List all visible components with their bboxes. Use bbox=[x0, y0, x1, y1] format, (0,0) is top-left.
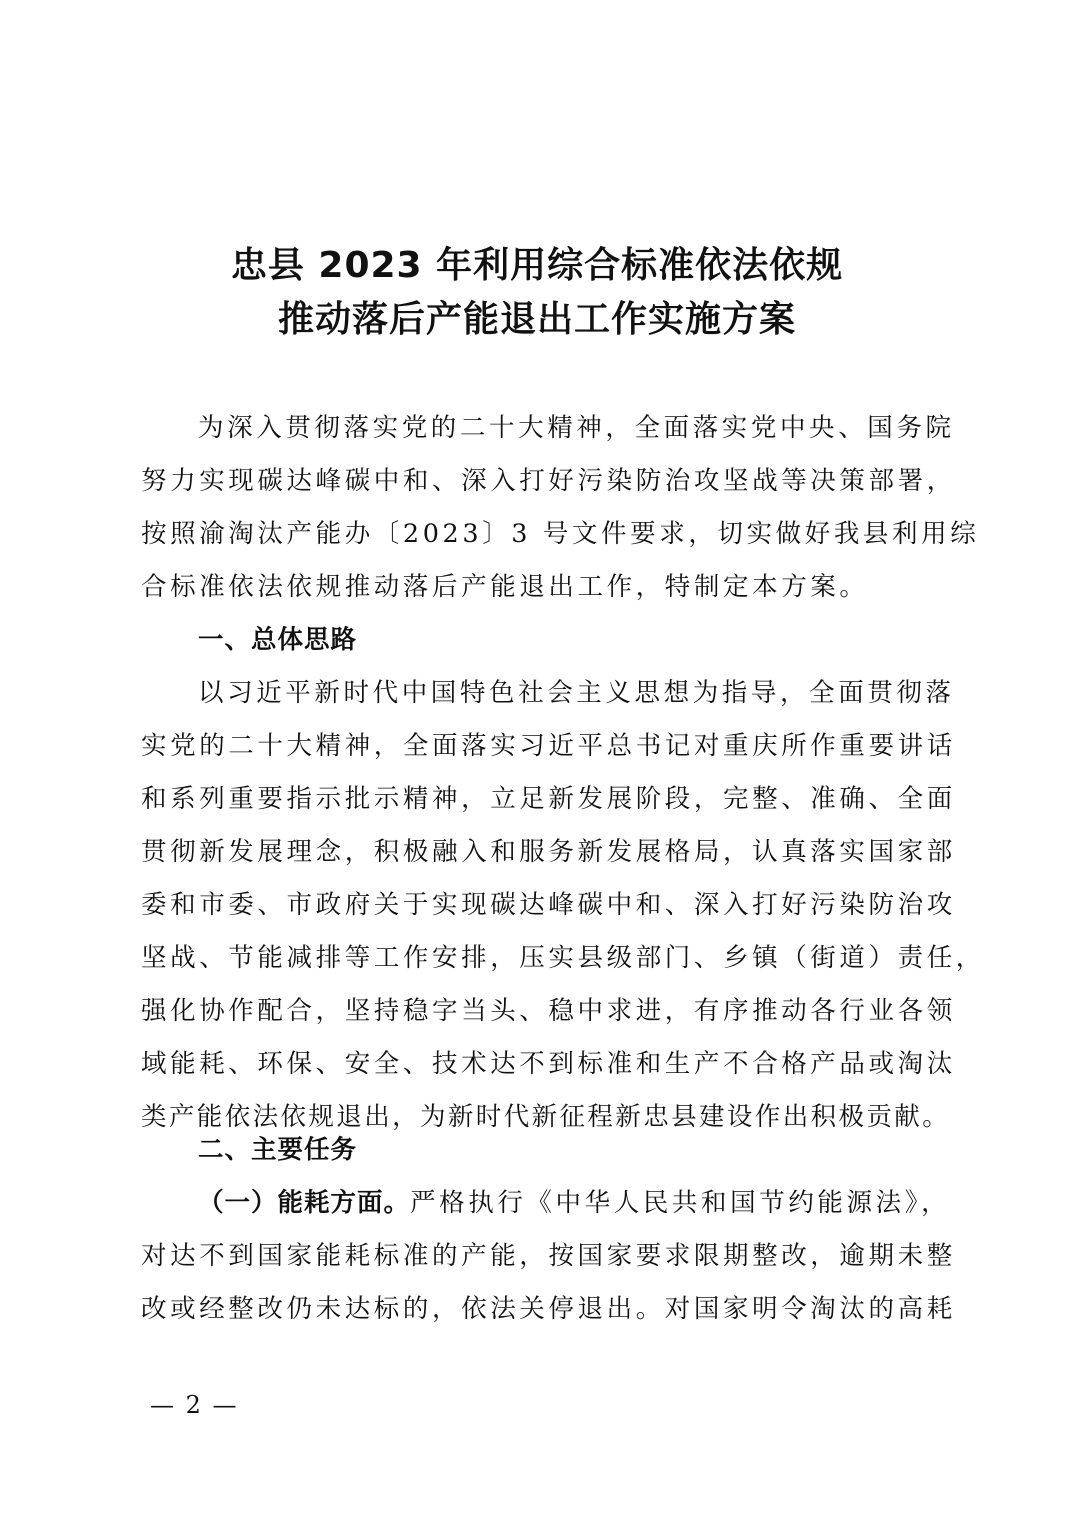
section-1-line: 和系列重要指示批示精神，立足新发展阶段，完整、准确、全面 bbox=[141, 784, 956, 814]
document-title-line-2: 推动落后产能退出工作实施方案 bbox=[277, 299, 796, 340]
subsection-1-first-line bbox=[198, 1185, 951, 1221]
section-1-line: 实党的二十大精神，全面落实习近平总书记对重庆所作重要讲话 bbox=[141, 731, 956, 761]
section-1-line: 委和市委、市政府关于实现碳达峰碳中和、深入打好污染防治攻 bbox=[141, 890, 956, 920]
section-heading-main-tasks: 二、主要任务 bbox=[198, 1135, 358, 1165]
section-1-line: 贯彻新发展理念，积极融入和服务新发展格局，认真落实国家部 bbox=[141, 837, 956, 867]
section-heading-overall: 一、总体思路 bbox=[198, 625, 358, 655]
section-1-line: 类产能依法依规退出，为新时代新征程新忠县建设作出积极贡献。 bbox=[141, 1102, 951, 1132]
section-1-line: 强化协作配合，坚持稳字当头、稳中求进，有序推动各行业各领 bbox=[141, 996, 956, 1026]
intro-line: 为深入贯彻落实党的二十大精神，全面落实党中央、国务院 bbox=[198, 413, 955, 443]
subsection-1-line: 对达不到国家能耗标准的产能，按国家要求限期整改，逾期未整 bbox=[141, 1241, 956, 1271]
section-1-line: 以习近平新时代中国特色社会主义思想为指导，全面贯彻落 bbox=[198, 678, 955, 708]
section-1-line: 坚战、节能减排等工作安排，压实县级部门、乡镇（街道）责任， bbox=[141, 943, 985, 973]
section-1-line: 域能耗、环保、安全、技术达不到标准和生产不合格产品或淘汰 bbox=[141, 1049, 956, 1079]
intro-line: 按照渝淘汰产能办〔2023〕3 号文件要求，切实做好我县利用综 bbox=[141, 519, 980, 549]
document-title-line-1: 忠县 2023 年利用综合标准依法依规 bbox=[230, 245, 844, 286]
intro-line: 合标准依法依规推动落后产能退出工作，特制定本方案。 bbox=[141, 572, 869, 602]
subsection-1-label: （一）能耗方面。 bbox=[198, 1188, 411, 1218]
subsection-1-first-line-text: 严格执行《中华人民共和国节约能源法》， bbox=[410, 1188, 951, 1218]
page-number: — 2 — bbox=[150, 1391, 239, 1419]
intro-line: 努力实现碳达峰碳中和、深入打好污染防治攻坚战等决策部署， bbox=[141, 466, 956, 496]
subsection-1-line: 改或经整改仍未达标的，依法关停退出。对国家明令淘汰的高耗 bbox=[141, 1294, 956, 1324]
